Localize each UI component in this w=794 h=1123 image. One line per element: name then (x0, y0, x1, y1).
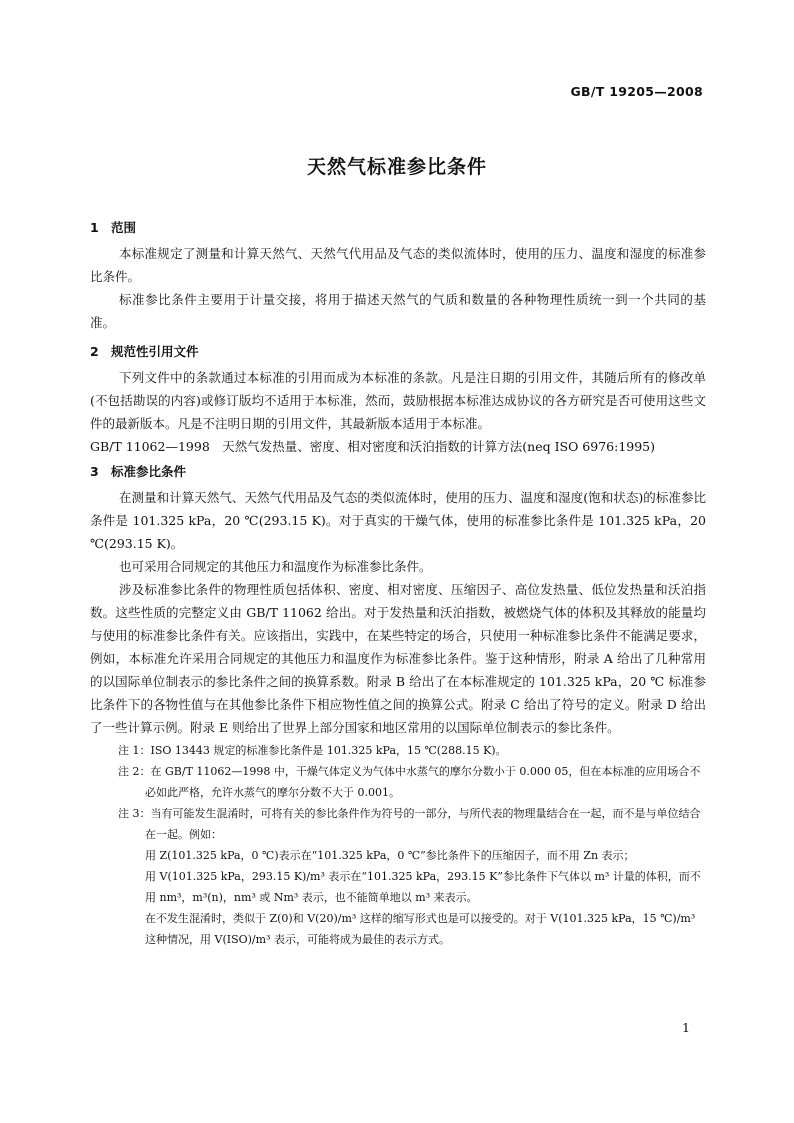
paragraph: 涉及标准参比条件的物理性质包括体积、密度、相对密度、压缩因子、高位发热量、低位发热量和沃泊指数。这些性质的完整定义由 GB/T 11062 给出。对于发热量和沃泊指数，被燃烧气体的体积及其释放的能量均与使用的标准参比条件有关。应该指出，实践中，在某些特定的场合，只使用一种标准参比条件不能满足要求，例如，本标准允许采用合同规定的其他压力和温度作为标准参比条件。鉴于这种情形，附录 A 给出了几种常用的以国际单位制表示的参比条件之间的换算系数。附录 B 给出了在本标准规定的 101.325 kPa，20 ℃ 标准参比条件下的各物性值与在其他参比条件下相应物性值之间的换算公式。附录 C 给出了符号的定义。附录 D 给出了一些计算示例。附录 E 则给出了世界上部分国家和地区常用的以国际单位制表示的参比条件。 (90, 582, 706, 735)
section-number: 1 (90, 220, 99, 235)
section-title: 范围 (111, 220, 137, 235)
section-number: 3 (90, 464, 99, 479)
paragraph: 也可采用合同规定的其他压力和温度作为标准参比条件。 (119, 559, 432, 574)
section-heading-scope (90, 214, 706, 242)
section-heading-references (90, 338, 706, 366)
note-text: 当有可能发生混淆时，可将有关的参比条件作为符号的一部分，与所代表的物理量结合在一起，而不是与单位结合在一起。例如： (145, 807, 701, 841)
page-number: 1 (682, 1020, 690, 1035)
note-label: 注 1： (118, 744, 151, 757)
paragraph: 标准参比条件主要用于计量交接，将用于描述天然气的气质和数量的各种物理性质统一到一个共同的基准。 (90, 292, 706, 330)
note-example-line: 在不发生混淆时，类似于 Z(0)和 V(20)/m³ 这样的缩写形式也是可以接受的。对于 V(101.325 kPa，15 ℃)/m³ 这种情况，用 V(ISO)/m³ 表示，可能将成为最佳的表示方式。 (145, 912, 696, 946)
note-item (90, 740, 706, 761)
paragraph: 在测量和计算天然气、天然气代用品及气态的类似流体时，使用的压力、温度和湿度(饱和状态)的标准参比条件是 101.325 kPa，20 ℃(293.15 K)。对于真实的干燥气体，使用的标准参比条件是 101.325 kPa，20 ℃(293.15 K)。 (90, 490, 706, 551)
reference-item: GB/T 11062—1998 天然气发热量、密度、相对密度和沃泊指数的计算方法(neq ISO 6976:1995) (90, 439, 656, 454)
notes-block (90, 740, 706, 950)
note-text: ISO 13443 规定的标准参比条件是 101.325 kPa，15 ℃(288.15 K)。 (150, 744, 507, 757)
section-title: 标准参比条件 (111, 464, 187, 479)
note-item (90, 761, 706, 803)
note-text: 在 GB/T 11062—1998 中，干燥气体定义为气体中水蒸气的摩尔分数小于 0.000 05，但在本标准的应用场合不必如此严格，允许水蒸气的摩尔分数不大于 0.001。 (145, 765, 701, 799)
note-label: 注 2： (118, 765, 151, 778)
paragraph: 下列文件中的条款通过本标准的引用而成为本标准的条款。凡是注日期的引用文件，其随后所有的修改单(不包括勘误的内容)或修订版均不适用于本标准，然而，鼓励根据本标准达成协议的各方研究是否可使用这些文件的最新版本。凡是不注明日期的引用文件，其最新版本适用于本标准。 (90, 370, 706, 431)
section-title: 规范性引用文件 (111, 344, 199, 359)
standard-number: GB/T 19205—2008 (570, 84, 703, 99)
note-label: 注 3： (118, 807, 151, 820)
section-number: 2 (90, 344, 99, 359)
note-item (90, 803, 706, 845)
section-heading-conditions (90, 458, 706, 486)
note-example-line: 用 V(101.325 kPa，293.15 K)/m³ 表示在“101.325 kPa，293.15 K”参比条件下气体以 m³ 计量的体积，而不用 nm³，m³(n)，nm³ 或 Nm³ 表示，也不能简单地以 m³ 来表示。 (145, 870, 701, 904)
document-title: 天然气标准参比条件 (306, 156, 487, 178)
document-body (90, 214, 706, 950)
paragraph: 本标准规定了测量和计算天然气、天然气代用品及气态的类似流体时，使用的压力、温度和湿度的标准参比条件。 (90, 246, 706, 284)
note-example-line: 用 Z(101.325 kPa，0 ℃)表示在“101.325 kPa，0 ℃”参比条件下的压缩因子，而不用 Zn 表示； (145, 849, 635, 862)
